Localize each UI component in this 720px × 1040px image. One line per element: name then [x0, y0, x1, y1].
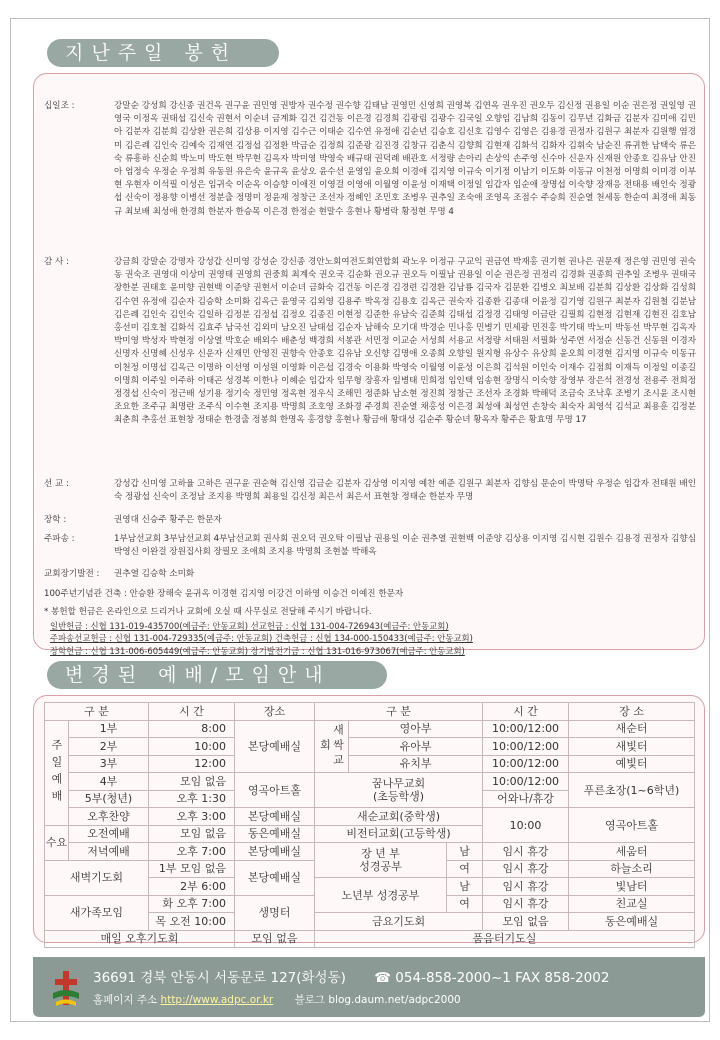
blog-text: 블로그 blog.daum.net/adpc2000	[294, 994, 461, 1006]
adult-female-place: 하늘소리	[569, 860, 695, 878]
equipment-names: 권추열 김승학 소미화	[114, 569, 195, 579]
infant-label: 영아부	[349, 720, 483, 738]
account-line-2: 주파송선교헌금 : 신협 131-004-729335(예금주: 안동교회) 건축헌금 : 신협 134-000-150433(예금주: 안동교회)	[50, 633, 473, 644]
wed-pm-place: 본당예배실	[235, 843, 315, 861]
address-text: 36691 경북 안동시 서동문로 127(화성동)	[93, 970, 346, 986]
sunday-4-time: 모임 없음	[149, 773, 235, 791]
youth-middle-label: 새순교회(중학생)	[315, 808, 483, 826]
dream-line-1: 꿈나무교회	[371, 777, 426, 790]
offering-panel	[33, 73, 705, 656]
toddler-time: 10:00/12:00	[483, 738, 569, 756]
scholarship-names: 권영대 신승주 황주은 한문자	[114, 515, 222, 525]
sunday-3-label: 3부	[69, 755, 149, 773]
sunday-1-time: 8:00	[149, 720, 235, 738]
header-time-left: 시 간	[149, 703, 235, 721]
sunday-4-label: 4부	[69, 773, 149, 791]
daily-prayer-label: 매일 오후기도회	[45, 930, 235, 948]
wed-group-label: 수요	[45, 825, 69, 860]
adult-male-place: 세움터	[569, 843, 695, 861]
church-address	[93, 966, 609, 986]
sunday-praise-time: 오후 3:00	[149, 808, 235, 826]
daily-prayer-place: 품음터기도실	[315, 930, 695, 948]
youth-place: 영곡아트홀	[569, 808, 695, 843]
section-title-offering: 지난주일 봉헌	[47, 39, 279, 67]
kinder-place: 예빛터	[569, 755, 695, 773]
adult-male-label: 남	[447, 843, 483, 861]
newcomer-group-label: 새가족모임	[45, 895, 149, 930]
adult-female-time: 임시 휴강	[483, 860, 569, 878]
wed-am-place: 동은예배실	[235, 825, 315, 843]
infant-place: 새순터	[569, 720, 695, 738]
sunday-5-time: 오후 1:30	[149, 790, 235, 808]
sunday-praise-label: 오후찬양	[69, 808, 149, 826]
wed-am-label: 오전예배	[69, 825, 149, 843]
table-row	[45, 720, 695, 738]
table-row	[45, 808, 695, 826]
equipment-label: 교회장기발전 :	[44, 569, 100, 579]
newcomer-tue-time: 화 오후 7:00	[149, 895, 235, 913]
friday-time: 모임 없음	[483, 913, 569, 931]
wed-pm-time: 오후 7:00	[149, 843, 235, 861]
mainsun-names: 1부남선교회 3부남선교회 4부남선교회 권사회 권오덕 권오탁 이필남 권용일 이순 권추열 권현백 이준양 김상용 이지영 김시현 김원수 김용경 권정자 김향심 박영신 이완걸 장원집사회 장필모 조애희 조지용 박명희 조현불 박해옥	[114, 534, 696, 558]
table-row	[45, 843, 695, 861]
schedule-header-row	[45, 703, 695, 721]
sunday-praise-place: 본당예배실	[235, 808, 315, 826]
tithe-names: 강말순 강성희 강신종 권건옥 권구윤 권민영 권방자 권수정 권수향 김태남 권영민 신영희 권영복 김연옥 권우진 권오두 김신정 권용일 이순 권은정 권일영 권영국 이정옥 권태섭 김신숙 권현서 이순녀 금계화 김건 김건동 이은경 김경희 김광림 김광수 김국일 오향임 김남희 김동이 김무년 김화금 김분자 김미애 김민아 김분자 김분희 김상환 권은희 김상용 이지영 김수근 이태순 김수연 유정애 김순년 김승호 김신호 김영수 김영은 김용경 권정자 김원구 최분자 김원행 염경미 김은례 김인숙 김예숙 김재연 김정섭 김정환 박금순 김정희 김준광 김진경 김창규 김춘식 김향희 김현재 김화석 김화자 김휘숙 남순진 류귀한 남택숙 류은숙 류흥하 신순희 박노미 박도현 박무현 김옥자 박미영 박영숙 배규태 권덕례 배관호 서정량 손아리 손상익 손주영 신수아 신운자 신재원 안종호 김유남 안진아 엄정숙 우정순 우정희 유동원 유은숙 윤규옥 윤상오 윤수선 윤영임 윤오희 이경애 김지영 이규숙 이기정 이남기 이도화 이동규 이천정 이명희 이미경 이부현 우현자 이석필 이성은 임귀숙 이순옥 이승향 이애진 이영걸 이영애 이월영 이윤성 이재택 이정일 임갑자 임순애 장명섭 이숙향 장재응 전태용 배인숙 정광섭 신숙이 정용향 이병선 정분출 정명미 정윤재 정창근 조선자 정혜인 조민호 조병우 권추일 조숙애 조영옥 조점수 주승희 진순열 천세동 한순여 최경애 최동규 최보배 최성애 한경희 한분자 한승목 이은경 한정순 현말수 홍현나 황병락 황정현 무명 4	[114, 101, 696, 217]
mainsun-label: 주파송 :	[44, 534, 75, 544]
friday-label: 금요기도회	[315, 913, 483, 931]
adult-label	[315, 843, 447, 878]
friday-place: 동은예배실	[569, 913, 695, 931]
youth-time: 10:00	[483, 808, 569, 843]
sunday-2-label: 2부	[69, 738, 149, 756]
adult-line-2: 성경공부	[359, 860, 402, 873]
senior-female-place: 친교실	[569, 895, 695, 913]
newcomer-thu-time: 목 오전 10:00	[149, 913, 235, 931]
schedule-table	[44, 702, 695, 948]
dawn-group-label: 새벽기도회	[45, 860, 149, 895]
sunday-yk-hall: 영곡아트홀	[235, 773, 315, 808]
adult-female-label: 여	[447, 860, 483, 878]
web-info	[93, 992, 461, 1007]
header-category-right: 구 분	[315, 703, 483, 721]
thanks-label: 감 사 :	[44, 257, 69, 267]
header-category-left: 구 분	[45, 703, 149, 721]
scholarship-label: 장학 :	[44, 515, 67, 525]
mission-label: 선 교 :	[44, 479, 69, 489]
daily-prayer-time: 모임 없음	[235, 930, 315, 948]
infant-time: 10:00/12:00	[483, 720, 569, 738]
offering-notice: * 봉헌할 헌금은 온라인으로 드리거나 교회에 오실 때 사무실로 전달해 주시기 바랍니다.	[44, 607, 372, 617]
toddler-label: 유아부	[349, 738, 483, 756]
church-logo-icon	[51, 969, 81, 1007]
sunday-3-time: 12:00	[149, 755, 235, 773]
centennial-row: 100주년기념관 건축 : 안승환 장해숙 윤귀옥 이경현 김지영 이강건 이하영 이승건 이예진 한문자	[44, 589, 404, 599]
header-place-left: 장소	[235, 703, 315, 721]
dawn-place: 본당예배실	[235, 860, 315, 895]
kinder-time: 10:00/12:00	[483, 755, 569, 773]
senior-male-place: 빛남터	[569, 878, 695, 896]
bank-accounts	[50, 620, 696, 657]
senior-female-label: 여	[447, 895, 483, 913]
dream-time-1: 10:00/12:00	[483, 773, 569, 791]
thanks-names: 강금희 강말순 강명자 강성갑 신미영 강성순 강신종 경안노회여전도회연합회 곽노우 이정규 구교익 권금연 박재홍 권기현 권나은 권문재 정은영 권민영 권숙동 권숙조 권영대 이상미 권영태 권영희 권중희 최계숙 권오국 김순화 권오규 권오득 이필남 권용일 이순 권은정 권정리 김경화 권종희 권추일 조병우 권태국 장한분 권태호 윤미향 권현백 이준양 권현서 이순녀 금화숙 김건동 이은경 김경련 김경환 김남룡 김국자 김문환 김병오 최보배 김분희 김상환 김상화 김성희 김수연 유정애 김순자 김승학 소미화 김옥근 윤영국 김외영 김용주 박옥정 김용호 김옥근 권숙자 김종환 김종대 이윤정 김기영 김원구 최분자 김원철 김분남 김은례 김인숙 김인숙 김일하 김정분 김정섭 김정오 김종진 이현정 김준한 유남숙 김준희 김태섭 김정경 김태영 이금란 김필희 김현정 김현재 김현진 김호남 홍선미 김호철 김화석 김효주 남국선 김외미 남오진 남태섭 김순자 남해숙 모기대 박경순 민나홍 민병기 민세광 민진홍 박기태 박노미 박동선 박무현 김옥자 박미영 박성자 박현정 이상열 박호순 배외수 배춘성 백경희 서봉관 서민정 이교순 서성희 서용교 서정량 서태원 서필화 성주연 서정순 신동건 신동원 이경자 신명자 신명혜 신성우 신운자 신재민 안영진 권향숙 안종호 김유남 오신향 김명애 오종희 오향일 원지형 유상수 유상희 윤오희 이경현 김지영 이규숙 이동규 이천정 이명섭 김옥근 이명하 이선영 이성원 이영화 이은섭 김경숙 이용화 박영숙 이월영 이윤성 이은희 김석원 이인숙 이재수 김점희 이재득 이정일 이종길 이명희 이주일 이주하 이태곤 성경복 이한나 이혜순 임갑자 임무형 장흥자 임병태 민희정 임인택 임송현 장명식 이숙향 장영부 장은석 전경성 전용주 전희정 정경섭 신숙이 정근배 성기용 정기숙 정민영 정옥현 정우식 조해민 정준화 남소현 정진희 정창근 조선자 조경화 박해덕 조금숙 조낙후 조병기 조시윤 조시현 조요한 조주규 최명란 조주식 이수현 조지용 박명희 조호영 조화경 주경희 진순열 채홍성 이은경 최성애 최성연 손창숙 최숙자 최영석 김석교 최용훈 김정분 최춘희 추홍선 표현창 정태순 한경출 정봉희 한명옥 홍경향 홍현나 황금애 황대성 김순주 황순녀 황옥자 황주은 황효명 무명 17	[114, 257, 696, 426]
table-row	[45, 773, 695, 791]
senior-male-time: 임시 휴강	[483, 878, 569, 896]
dream-time-2: 어와나/휴강	[483, 790, 569, 808]
senior-label: 노년부 성경공부	[315, 878, 447, 913]
dream-place: 푸른초장(1~6학년)	[569, 773, 695, 808]
senior-male-label: 남	[447, 878, 483, 896]
schedule-panel	[33, 695, 705, 946]
header-time-right: 시 간	[483, 703, 569, 721]
senior-female-time: 임시 휴강	[483, 895, 569, 913]
kinder-label: 유치부	[349, 755, 483, 773]
sunday-main-hall: 본당예배실	[235, 720, 315, 773]
table-row	[45, 930, 695, 948]
sprout-group-label: 새싹교회	[315, 720, 349, 773]
homepage-link[interactable]: http://www.adpc.or.kr	[160, 994, 274, 1006]
table-row	[45, 755, 695, 773]
header-place-right: 장 소	[569, 703, 695, 721]
footer	[33, 957, 705, 1017]
sunday-1-label: 1부	[69, 720, 149, 738]
youth-high-label: 비전터교회(고등학생)	[315, 825, 483, 843]
sunday-2-time: 10:00	[149, 738, 235, 756]
sunday-group-label: 주일예배	[45, 720, 69, 825]
toddler-place: 새빛터	[569, 738, 695, 756]
account-line-3: 장학헌금 : 신협 131-006-605449(예금주: 안동교회) 장기발전기금 : 신협 131-016-973067(예금주: 안동교회)	[50, 645, 465, 656]
adult-male-time: 임시 휴강	[483, 843, 569, 861]
adult-line-1: 장 년 부	[361, 847, 400, 860]
table-row	[45, 738, 695, 756]
mission-names: 강성갑 신미영 고하율 고하은 권구윤 권순혁 김신영 김금순 김분자 김상영 이지영 예찬 예준 김원구 최분자 김향심 문순이 박명탁 우정순 임갑자 전태원 배인숙 정광섭 신숙이 조정남 조지용 박명희 최용일 김신정 최은서 최은서 표현창 정태순 한분자 무명	[114, 479, 696, 503]
tithe-label: 십일조 :	[44, 101, 75, 111]
wed-pm-label: 저녁예배	[69, 843, 149, 861]
bulletin-page	[10, 18, 710, 1022]
newcomer-place: 생명터	[235, 895, 315, 930]
homepage-label: 홈페이지 주소	[93, 994, 158, 1006]
dawn-1-time: 1부 모임 없음	[149, 860, 235, 878]
section-title-schedule: 변경된 예배/모임안내	[47, 661, 387, 689]
dawn-2-time: 2부 6:00	[149, 878, 235, 896]
sunday-5-label: 5부(청년)	[69, 790, 149, 808]
phone-text: ☎ 054-858-2000~1 FAX 858-2002	[374, 970, 610, 986]
dream-label	[315, 773, 483, 808]
wed-am-time: 모임 없음	[149, 825, 235, 843]
account-line-1: 일반헌금 : 신협 131-019-435700(예금주: 안동교회) 선교헌금 : 신협 131-004-726943(예금주: 안동교회)	[50, 621, 449, 631]
dream-line-2: (초등학생)	[372, 790, 425, 803]
